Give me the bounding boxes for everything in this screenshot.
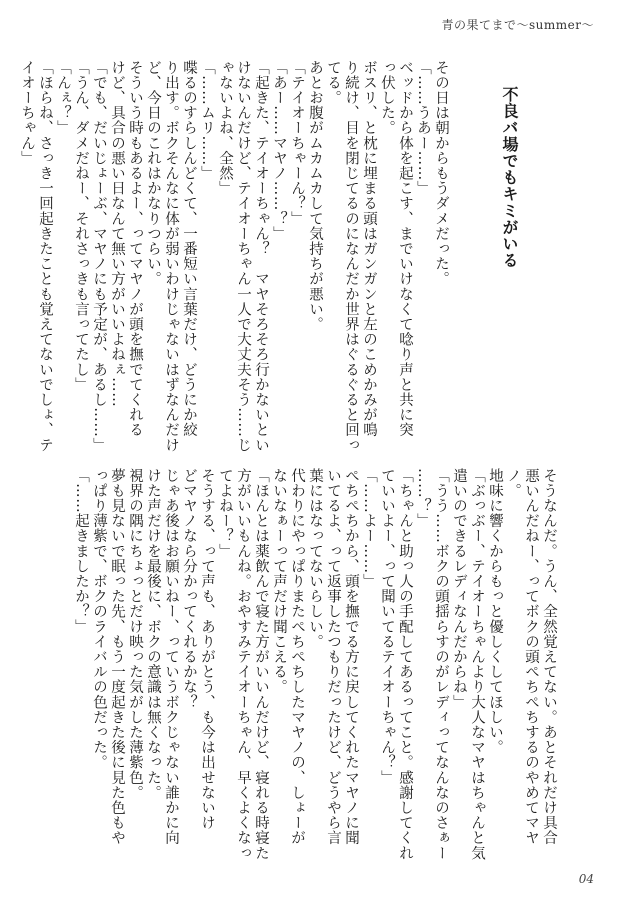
text-line: ゃないよね、全然」 bbox=[217, 60, 233, 196]
text-line: 「ほらね、さっき一回起きたことも覚えてないでしょ、テ bbox=[37, 60, 53, 453]
text-line: 「……ムリ……」 bbox=[199, 60, 215, 181]
text-line: いてるよ、って返事したつもりだったけど、どうやら言 bbox=[325, 468, 341, 846]
text-line: ていいよー、って聞いてるテイオーちゃん？」 bbox=[379, 468, 395, 786]
text-line: けないんだけど、テイオーちゃん一人で大丈夫そう……じ bbox=[235, 60, 251, 453]
text-line: 地味に響くからもっと優しくしてほしい。 bbox=[487, 468, 503, 755]
text-line: 「あー……マヤノ……？」 bbox=[271, 60, 287, 242]
text-line: っ伏した。 bbox=[379, 60, 395, 136]
text-line: てよねー？」 bbox=[217, 468, 233, 559]
text-line: てる。 bbox=[325, 60, 341, 106]
text-line: り続け、目を閉じてるのになんだか世界はぐるぐると回っ bbox=[343, 60, 359, 453]
text-line: そうする、って声も、ありがとう、も今は出せないけ bbox=[199, 468, 215, 831]
text-line: ……？」 bbox=[415, 468, 431, 529]
running-header: 青の果てまで〜summer〜 bbox=[441, 18, 594, 32]
text-line: そうなんだ。うん、全然覚えてない。あとそれだけ具合 bbox=[541, 468, 557, 846]
text-line: 葉にはなってないらしい。 bbox=[307, 468, 323, 650]
text-line: 喋るのすらしんどくて、一番短い言葉だけ、どうにか絞 bbox=[181, 60, 197, 438]
text-line: どマヤノなら分かってくれるかな？ bbox=[181, 468, 197, 710]
text-line: 方がいいもんね。おやすみテイオーちゃん、早くよくなっ bbox=[235, 468, 251, 861]
text-line: 「ほんとは薬飲んで寝た方がいいんだけど、寝れる時寝た bbox=[253, 468, 269, 861]
text-line: 「うう……ボクの頭揺らすのがレディってなんなのさぁー bbox=[433, 468, 449, 861]
text-line: 悪いんだねー、ってボクの頭ぺちぺちするのやめてマヤノ。 bbox=[505, 468, 539, 846]
text-line: あとお腹がムカムカして気持ちが悪い。 bbox=[307, 60, 323, 332]
text-line: ないなぁーって声だけ聞こえる。 bbox=[271, 468, 287, 695]
chapter-heading: 不良バ場でもキミがいる bbox=[500, 86, 519, 269]
text-line: っぱり薄紫で、ボクのライバルの色だった。 bbox=[91, 468, 107, 770]
text-line: 「……よー……」 bbox=[361, 468, 377, 589]
text-line: そういう時もあるよー、ってマヤノが頭を撫でてくれる bbox=[127, 60, 143, 438]
text-line: り出す。ボクそんなに体が弱いわけじゃないはずなんだけ bbox=[163, 60, 179, 453]
text-line: 視界の隅にちょっとだけ映った気がした薄紫色。 bbox=[127, 468, 143, 801]
top-text-block bbox=[19, 60, 554, 455]
text-line: 「ぶっぶー、テイオーちゃんより大人なマヤはちゃんと気 bbox=[469, 468, 485, 861]
text-line: 「んぇ？」 bbox=[55, 60, 71, 136]
text-line: 「うん、ダメだねー、それさっきも言ってたし」 bbox=[73, 60, 89, 393]
bottom-text-block bbox=[74, 468, 594, 868]
text-line: 代わりにやっぱりまたぺちぺちしたマヤノの、しょーが bbox=[289, 468, 305, 846]
text-line: 夢も見ないで眠った先、もう一度起きた後に見た色もや bbox=[109, 468, 125, 846]
text-line: 「……うあー……」 bbox=[415, 60, 431, 196]
text-line: 「ちゃんと助っ人の手配してあるってこと。感謝してくれ bbox=[397, 468, 413, 861]
page-number: 04 bbox=[578, 872, 594, 886]
text-line: ベッドから体を起こす、までいけなくて唸り声と共に突 bbox=[397, 60, 413, 438]
text-line: ど、今日のこれはかなりつらい。 bbox=[145, 60, 161, 287]
text-line: 「起きた、テイオーちゃん？ マヤそろそろ行かないとい bbox=[253, 60, 269, 453]
text-line: 「テイオーちゃーん？」 bbox=[289, 60, 305, 227]
text-line: 遣いのできるレディなんだからね」 bbox=[451, 468, 467, 710]
text-line: じゃあ後はお願いねー、っていうボクじゃない誰かに向 bbox=[163, 468, 179, 846]
text-line: 「……起きましたか？」 bbox=[73, 468, 89, 635]
text-line: イオーちゃん」 bbox=[19, 60, 35, 166]
text-line: 「でも、だいじょーぶ、マヤノにも予定が、あるし……」 bbox=[91, 60, 107, 453]
text-line: けた声だけを最後に、ボクの意識は無くなった。 bbox=[145, 468, 161, 801]
text-line: ぺちぺちから、頭を撫でる方に戻してくれたマヤノに聞 bbox=[343, 468, 359, 846]
text-line: その日は朝からもうダメだった。 bbox=[433, 60, 449, 287]
text-line: ボスリ、と枕に埋まる頭はガンガンと左のこめかみが鳴 bbox=[361, 60, 377, 438]
text-line: けど、具合の悪い日なんて無い方がいいよねぇ…… bbox=[109, 60, 125, 408]
